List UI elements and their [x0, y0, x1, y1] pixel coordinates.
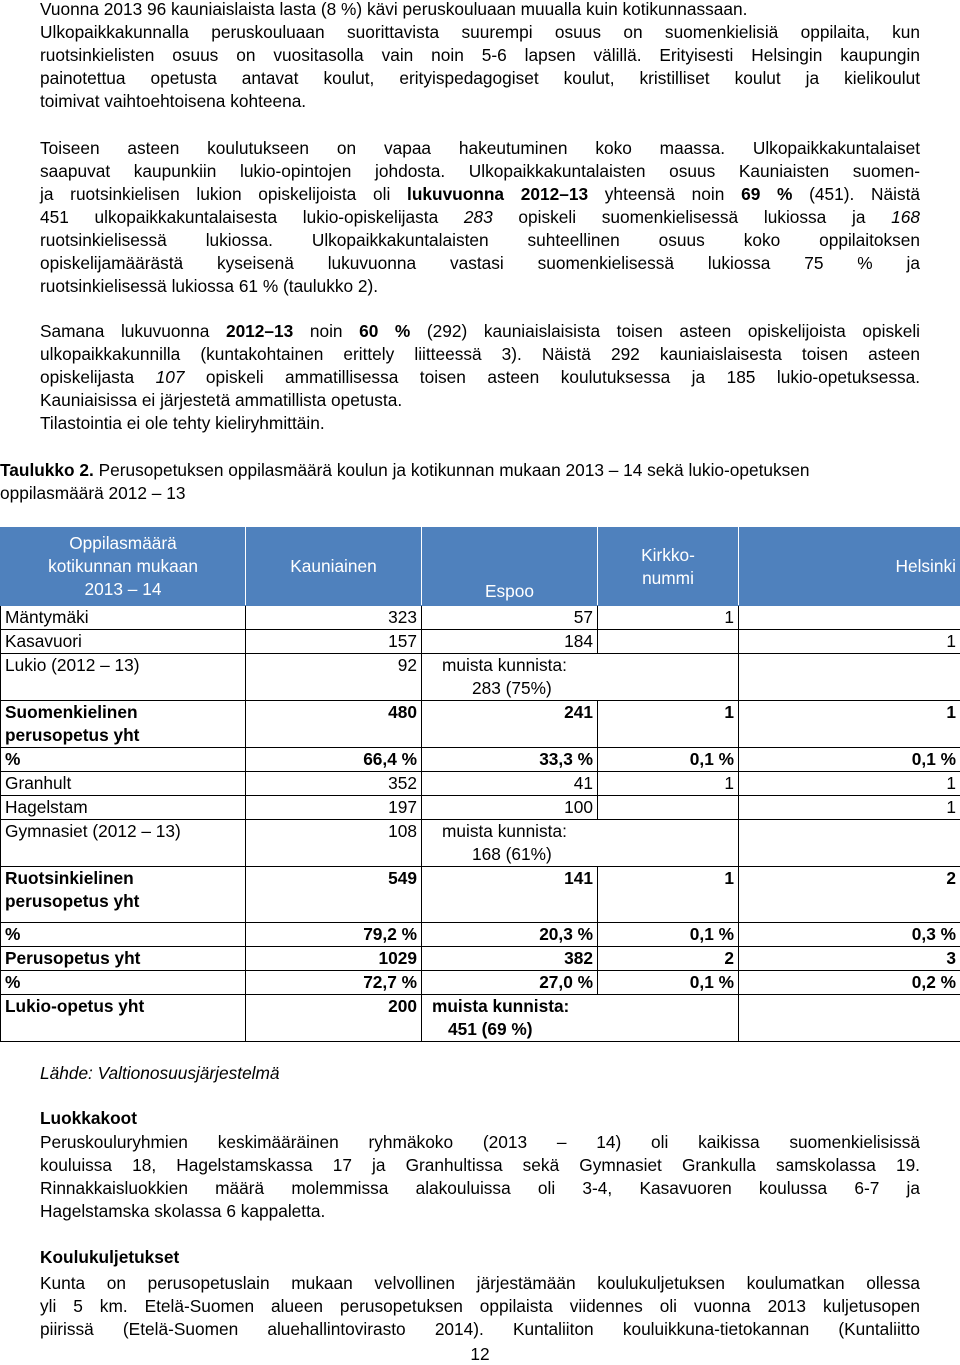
table-row: % 66,4 % 33,3 % 0,1 % 0,1 % — [1, 748, 960, 772]
paragraph-3-line: ulkopaikkakunnilla (kuntakohtainen erittely liitteessä 3). Näistä 292 kauniaislaisesta toisen asteen — [40, 344, 920, 364]
bold-percent: 69 % — [741, 184, 793, 204]
paragraph-2-line: 451 ulkopaikkakuntalaisesta lukio-opiskelijasta 283 opiskeli suomenkielisessä lukiossa ja 168 — [40, 207, 920, 227]
table-row: Mäntymäki 323 57 1 — [1, 606, 960, 630]
table-row: Lukio (2012 – 13) 92 muista kunnista: 283 (75%) — [1, 654, 960, 701]
luokkakoot-line: Hagelstamska skolassa 6 kappaletta. — [40, 1201, 326, 1221]
table-header-row — [1, 528, 960, 606]
table-row: % 79,2 % 20,3 % 0,1 % 0,3 % — [1, 923, 960, 947]
bold-term: lukuvuonna 2012–13 — [407, 184, 589, 204]
paragraph-2-line: saapuvat kaupunkiin lukio-opintojen johdosta. Ulkopaikkakuntalaisten osuus Kauniaisten suomen- — [40, 161, 920, 181]
table-caption: oppilasmäärä 2012 – 13 — [0, 483, 186, 503]
koulukuljetukset-line: Kunta on perusopetuslain mukaan velvollinen järjestämään koulukuljetuksen koulumatkan ollessa — [40, 1273, 920, 1293]
table-row: Kasavuori 157 184 1 — [1, 630, 960, 654]
table-row: Granhult 352 41 1 1 — [1, 772, 960, 796]
paragraph-2-line: ruotsinkielisessä lukiossa. Ulkopaikkakuntalaisten suhteellinen osuus koko oppilaitoksen — [40, 230, 920, 250]
table-caption: Taulukko 2. Perusopetuksen oppilasmäärä koulun ja kotikunnan mukaan 2013 – 14 sekä lukio-opetuksen — [0, 460, 810, 480]
paragraph-1-line: toimivat vaihtoehtoisena kohteena. — [40, 91, 307, 111]
paragraph-1-line: Ulkopaikkakunnalla peruskouluaan suorittavista suurempi osuus on suomenkielisiä oppilaita, kun — [40, 22, 920, 42]
koulukuljetukset-line: yli 5 km. Etelä-Suomen alueen perusopetuksen oppilaista viidennes oli vuonna 2013 kuljetusopen — [40, 1296, 920, 1316]
table-row: % 72,7 % 27,0 % 0,1 % 0,2 % — [1, 971, 960, 995]
table-row: Suomenkielinen perusopetus yht 480 241 1 1 — [1, 701, 960, 748]
paragraph-2-line: ja ruotsinkielisen lukion opiskelijoista oli lukuvuonna 2012–13 yhteensä noin 69 % (451). Näistä — [40, 184, 921, 204]
luokkakoot-line: kouluissa 18, Hagelstamskassa 17 ja Granhultissa sekä Gymnasiet Grankulla samskolassa 19. — [40, 1155, 920, 1175]
header-kauniainen: Kauniainen — [246, 528, 422, 606]
header-kirkkonummi: Kirkko- nummi — [598, 528, 739, 606]
paragraph-3-line: Tilastointia ei ole tehty kieliryhmittäin. — [40, 413, 325, 433]
paragraph-1-line: ruotsinkielisten osuus on vuositasolla vain noin 5-6 lapsen välillä. Erityisesti Helsingin kaupungin — [40, 45, 920, 65]
student-count-table — [0, 527, 960, 1042]
paragraph-2-line: Toiseen asteen koulutukseen on vapaa hakeutuminen koko maassa. Ulkopaikkakuntalaiset — [40, 138, 920, 158]
header-municipality-label: Oppilasmäärä kotikunnan mukaan 2013 – 14 — [1, 528, 246, 606]
paragraph-1-line: Vuonna 2013 96 kauniaislaista lasta (8 %) kävi peruskouluaan muualla kuin kotikunnassaan. — [40, 0, 748, 19]
luokkakoot-line: Rinnakkaisluokkien määrä molemmissa alakouluissa oli 3-4, Kasavuoren koulussa 6-7 ja — [40, 1178, 920, 1198]
koulukuljetukset-line: piirissä (Etelä-Suomen aluehallintovirasto 2014). Kuntaliiton kouluikkuna-tietokannan (Kuntaliitto — [40, 1319, 920, 1339]
paragraph-2-line: opiskelijamäärästä kyseisenä lukuvuonna vastasi suomenkielisessä lukiossa 75 % ja — [40, 253, 920, 273]
table-row: Lukio-opetus yht 200 muista kunnista: 451 (69 %) — [1, 995, 960, 1042]
luokkakoot-line: Peruskouluryhmien keskimääräinen ryhmäkoko (2013 – 14) oli kaikissa suomenkielisissä — [40, 1132, 920, 1152]
paragraph-2-line: ruotsinkielisessä lukiossa 61 % (taulukko 2). — [40, 276, 379, 296]
table-row: Gymnasiet (2012 – 13) 108 muista kunnista: 168 (61%) — [1, 820, 960, 867]
paragraph-3-line: opiskelijasta 107 opiskeli ammatillisessa toisen asteen koulutuksessa ja 185 lukio-opetuksessa. — [40, 367, 921, 387]
page-number: 12 — [470, 1344, 490, 1364]
section-heading-koulukuljetukset: Koulukuljetukset — [40, 1247, 180, 1267]
table-row: Hagelstam 197 100 1 — [1, 796, 960, 820]
paragraph-1-line: painotettua opetusta antavat koulut, erityispedagogiset koulut, kristilliset koulut ja kielikoulut — [40, 68, 920, 88]
table-row: Perusopetus yht 1029 382 2 3 — [1, 947, 960, 971]
table-source: Lähde: Valtionosuusjärjestelmä — [40, 1063, 280, 1083]
header-espoo: Espoo — [422, 528, 598, 606]
paragraph-3-line: Samana lukuvuonna 2012–13 noin 60 % (292) kauniaislaisista toisen asteen opiskelijoista opiskeli — [40, 321, 921, 341]
table-row: Ruotsinkielinen perusopetus yht 549 141 1 2 — [1, 867, 960, 923]
paragraph-3-line: Kauniaisissa ei järjestetä ammatillista opetusta. — [40, 390, 403, 410]
section-heading-luokkakoot: Luokkakoot — [40, 1108, 137, 1128]
header-helsinki: Helsinki — [739, 528, 960, 606]
